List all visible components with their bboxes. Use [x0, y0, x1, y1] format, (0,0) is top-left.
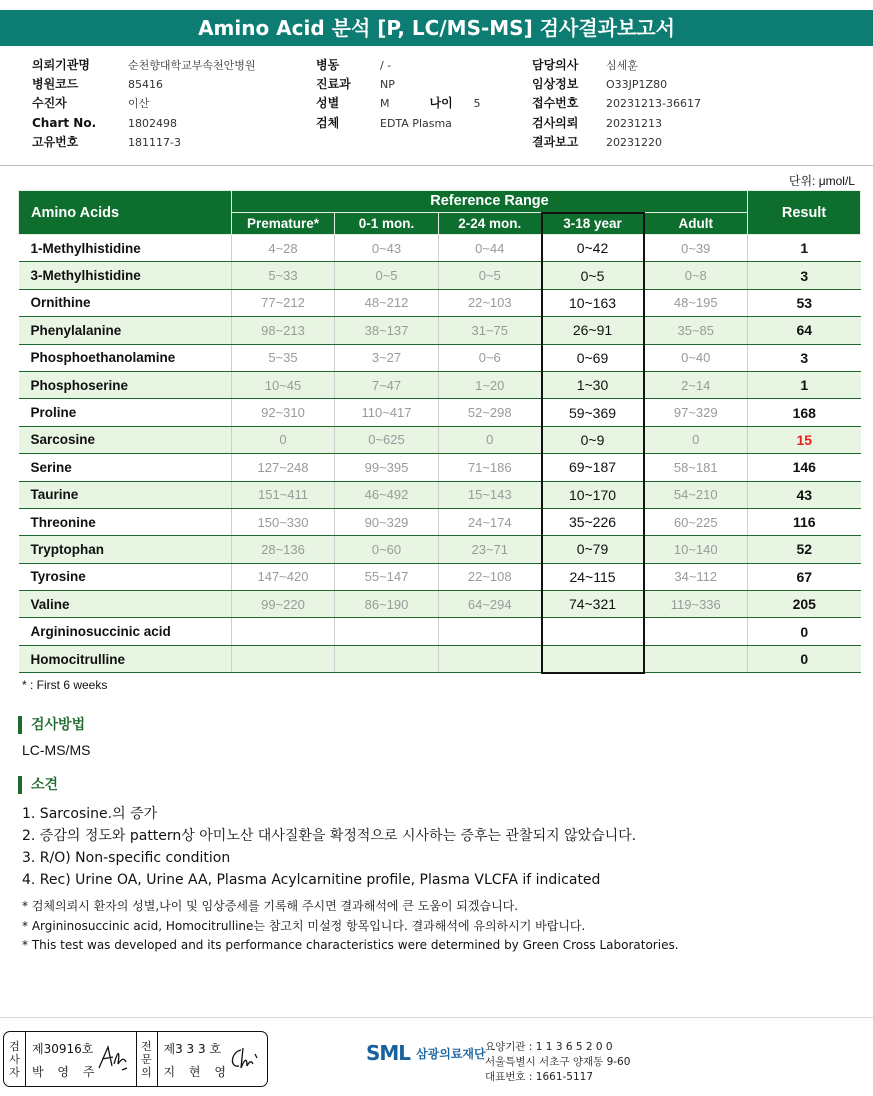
- info-label: 임상정보: [532, 77, 579, 92]
- ref-2-24-mon: [439, 645, 542, 672]
- info-value: 심세훈: [606, 59, 638, 72]
- info-label: 접수번호: [532, 96, 579, 111]
- result-value: 67: [748, 563, 861, 590]
- result-value: 116: [748, 508, 861, 535]
- ref-0-1-mon: [335, 618, 439, 645]
- ref-2-24-mon: 31~75: [439, 317, 542, 344]
- ref-adult: 2~14: [644, 371, 748, 398]
- table-row: [19, 235, 861, 262]
- info-row: [532, 114, 701, 133]
- info-value: / -: [380, 59, 392, 72]
- ref-3-18-year: 0~79: [542, 536, 644, 563]
- info-value: NP: [380, 78, 395, 92]
- result-value: 205: [748, 591, 861, 618]
- ref-adult: 0~39: [644, 235, 748, 262]
- amino-acid-name: Taurine: [19, 481, 232, 508]
- info-row: [32, 133, 256, 152]
- info-row: [532, 56, 701, 75]
- table-row: [19, 536, 861, 563]
- info-row: [32, 56, 256, 75]
- note-item: * 검체의뢰시 환자의 성별,나이 및 임상증세를 기록해 주시면 결과해석에 큰 도움이 되겠습니다.: [22, 899, 519, 913]
- ref-0-1-mon: 0~43: [335, 235, 439, 262]
- ref-adult: 54~210: [644, 481, 748, 508]
- ref-adult: 48~195: [644, 289, 748, 316]
- info-label: 검사의뢰: [532, 115, 579, 130]
- footer-divider: [0, 1017, 873, 1018]
- table-row: [19, 426, 861, 453]
- report-title: Amino Acid 분석 [P, LC/MS-MS] 검사결과보고서: [0, 10, 873, 46]
- info-row: [316, 114, 481, 133]
- ref-3-18-year: 10~170: [542, 481, 644, 508]
- info-label: 병원코드: [32, 77, 79, 92]
- ref-0-1-mon: 38~137: [335, 317, 439, 344]
- ref-2-24-mon: 1~20: [439, 371, 542, 398]
- col-adult: Adult: [644, 213, 748, 235]
- table-row: [19, 399, 861, 426]
- table-row: [19, 262, 861, 289]
- amino-acid-name: 3-Methylhistidine: [19, 262, 232, 289]
- ref-adult: 0: [644, 426, 748, 453]
- info-value: 181117-3: [128, 135, 181, 149]
- ref-0-1-mon: 0~625: [335, 426, 439, 453]
- ref-adult: 119~336: [644, 591, 748, 618]
- ref-adult: [644, 618, 748, 645]
- ref-premature: 151~411: [232, 481, 335, 508]
- ref-2-24-mon: 15~143: [439, 481, 542, 508]
- table-row: [19, 317, 861, 344]
- amino-acid-name: 1-Methylhistidine: [19, 235, 232, 262]
- table-row: [19, 371, 861, 398]
- ref-3-18-year: 0~69: [542, 344, 644, 371]
- ref-2-24-mon: 0~5: [439, 262, 542, 289]
- ref-2-24-mon: 52~298: [439, 399, 542, 426]
- ref-2-24-mon: 64~294: [439, 591, 542, 618]
- sml-logo-mark: SML: [366, 1041, 411, 1065]
- ref-0-1-mon: 46~492: [335, 481, 439, 508]
- ref-adult: 58~181: [644, 454, 748, 481]
- ref-premature: 5~35: [232, 344, 335, 371]
- info-value: 20231213: [606, 116, 662, 130]
- specialist-license: 제3 3 3 호: [163, 1042, 222, 1056]
- ref-3-18-year: 59~369: [542, 399, 644, 426]
- ref-3-18-year: [542, 618, 644, 645]
- col-reference-range: Reference Range: [232, 191, 748, 213]
- amino-acid-results-table: [18, 190, 861, 674]
- lab-code: 요양기관 : 1 1 3 6 5 2 0 0: [485, 1041, 613, 1053]
- result-value: 15: [748, 426, 861, 453]
- finding-item: 4. Rec) Urine OA, Urine AA, Plasma Acylcarnitine profile, Plasma VLCFA if indicated: [22, 872, 601, 888]
- col-amino-acids: Amino Acids: [19, 191, 232, 235]
- table-row: [19, 618, 861, 645]
- ref-premature: 28~136: [232, 536, 335, 563]
- ref-adult: 0~8: [644, 262, 748, 289]
- info-value: 1802498: [128, 116, 177, 130]
- col-3-18-year: 3-18 year: [542, 213, 644, 235]
- amino-acid-name: Serine: [19, 454, 232, 481]
- patient-info-right: [532, 56, 701, 152]
- col-0-1-mon: 0-1 mon.: [335, 213, 439, 235]
- result-value: 146: [748, 454, 861, 481]
- amino-acid-name: Threonine: [19, 508, 232, 535]
- info-row: [316, 94, 481, 113]
- lab-name: 삼광의료재단: [416, 1046, 486, 1061]
- result-value: 52: [748, 536, 861, 563]
- age-value: 5: [473, 97, 481, 111]
- table-footnote: * : First 6 weeks: [22, 678, 108, 692]
- ref-0-1-mon: 0~60: [335, 536, 439, 563]
- ref-premature: 92~310: [232, 399, 335, 426]
- result-value: 3: [748, 344, 861, 371]
- ref-2-24-mon: 22~108: [439, 563, 542, 590]
- table-row: [19, 645, 861, 672]
- note-item: * This test was developed and its performance characteristics were determined by Green Cross Laboratories.: [22, 938, 679, 952]
- amino-acid-name: Phosphoserine: [19, 371, 232, 398]
- specialist-label: 전 문 의: [136, 1032, 158, 1086]
- table-row: [19, 508, 861, 535]
- ref-3-18-year: 35~226: [542, 508, 644, 535]
- info-row: [532, 133, 701, 152]
- result-value: 53: [748, 289, 861, 316]
- info-label: 병동: [316, 58, 340, 72]
- info-label: 결과보고: [532, 134, 579, 149]
- info-label: 검체: [316, 115, 340, 130]
- result-value: 168: [748, 399, 861, 426]
- ref-3-18-year: 74~321: [542, 591, 644, 618]
- info-row: [316, 75, 481, 94]
- ref-0-1-mon: [335, 645, 439, 672]
- col-premature: Premature*: [232, 213, 335, 235]
- info-label: 의뢰기관명: [32, 58, 90, 72]
- findings-heading: 소견: [18, 776, 58, 794]
- tester-signature: [26, 1032, 136, 1086]
- specialist-handwritten-signature: [227, 1044, 261, 1072]
- ref-0-1-mon: 48~212: [335, 289, 439, 316]
- ref-premature: 10~45: [232, 371, 335, 398]
- tester-name: 박 영 주: [32, 1065, 100, 1079]
- info-value: EDTA Plasma: [380, 116, 452, 130]
- header-divider: [0, 165, 873, 166]
- info-value: M: [380, 97, 390, 111]
- info-label: 담당의사: [532, 58, 579, 72]
- ref-3-18-year: 69~187: [542, 454, 644, 481]
- info-label: 진료과: [316, 77, 351, 92]
- lab-address: 서울특별시 서초구 양재동 9-60: [485, 1056, 631, 1068]
- ref-3-18-year: 0~9: [542, 426, 644, 453]
- info-row: [532, 94, 701, 113]
- specialist-name: 지 현 영: [163, 1065, 231, 1079]
- unit-label: 단위: μmol/L: [788, 174, 855, 188]
- ref-premature: 77~212: [232, 289, 335, 316]
- ref-premature: 150~330: [232, 508, 335, 535]
- note-item: * Argininosuccinic acid, Homocitrulline는 참고치 미설정 항목입니다. 결과해석에 유의하시기 바랍니다.: [22, 918, 586, 933]
- table-row: [19, 563, 861, 590]
- info-value: 이산: [128, 97, 150, 111]
- table-row: [19, 591, 861, 618]
- lab-info: [485, 1040, 630, 1085]
- finding-item: 3. R/O) Non-specific condition: [22, 850, 231, 866]
- ref-adult: 34~112: [644, 563, 748, 590]
- amino-acid-name: Phenylalanine: [19, 317, 232, 344]
- result-value: 1: [748, 235, 861, 262]
- info-value: O33JP1Z80: [606, 78, 668, 92]
- ref-0-1-mon: 90~329: [335, 508, 439, 535]
- info-label: 성별: [316, 96, 340, 111]
- amino-acid-name: Phosphoethanolamine: [19, 344, 232, 371]
- info-value: 20231213-36617: [606, 97, 701, 111]
- ref-2-24-mon: 0~6: [439, 344, 542, 371]
- amino-acid-name: Valine: [19, 591, 232, 618]
- finding-item: 2. 증감의 정도와 pattern상 아미노산 대사질환을 확정적으로 시사하는 증후는 관찰되지 않았습니다.: [22, 828, 637, 844]
- ref-0-1-mon: 99~395: [335, 454, 439, 481]
- amino-acid-name: Tryptophan: [19, 536, 232, 563]
- amino-acid-name: Ornithine: [19, 289, 232, 316]
- info-row: [32, 114, 256, 133]
- info-row: [32, 94, 256, 113]
- ref-premature: 99~220: [232, 591, 335, 618]
- tester-license: 제30916호: [32, 1042, 94, 1056]
- result-value: 0: [748, 618, 861, 645]
- table-row: [19, 289, 861, 316]
- ref-adult: 97~329: [644, 399, 748, 426]
- notes-list: [22, 897, 679, 956]
- amino-acid-name: Sarcosine: [19, 426, 232, 453]
- col-result: Result: [748, 191, 861, 235]
- table-row: [19, 481, 861, 508]
- age-label: 나이: [429, 96, 453, 111]
- ref-3-18-year: 1~30: [542, 371, 644, 398]
- specialist-signature: [158, 1032, 268, 1086]
- lab-logo: [366, 1041, 486, 1065]
- info-value: 85416: [128, 78, 163, 92]
- findings-list: [22, 803, 636, 891]
- ref-0-1-mon: 86~190: [335, 591, 439, 618]
- ref-0-1-mon: 110~417: [335, 399, 439, 426]
- ref-2-24-mon: 24~174: [439, 508, 542, 535]
- result-value: 64: [748, 317, 861, 344]
- ref-premature: 127~248: [232, 454, 335, 481]
- tester-handwritten-signature: [96, 1044, 130, 1072]
- signature-box: [3, 1031, 268, 1087]
- info-label: 수진자: [32, 96, 67, 111]
- ref-2-24-mon: 71~186: [439, 454, 542, 481]
- ref-3-18-year: 24~115: [542, 563, 644, 590]
- ref-0-1-mon: 7~47: [335, 371, 439, 398]
- ref-2-24-mon: 0: [439, 426, 542, 453]
- ref-premature: 98~213: [232, 317, 335, 344]
- result-value: 1: [748, 371, 861, 398]
- ref-adult: 10~140: [644, 536, 748, 563]
- ref-3-18-year: [542, 645, 644, 672]
- info-label: Chart No.: [32, 115, 97, 130]
- ref-3-18-year: 10~163: [542, 289, 644, 316]
- ref-adult: 0~40: [644, 344, 748, 371]
- ref-3-18-year: 0~42: [542, 235, 644, 262]
- info-value: 순천향대학교부속천안병원: [128, 59, 256, 72]
- ref-0-1-mon: 3~27: [335, 344, 439, 371]
- amino-acid-name: Homocitrulline: [19, 645, 232, 672]
- info-value: 20231220: [606, 135, 662, 149]
- amino-acid-name: Argininosuccinic acid: [19, 618, 232, 645]
- info-label: 고유번호: [32, 134, 79, 149]
- table-row: [19, 344, 861, 371]
- method-heading: 검사방법: [18, 716, 85, 734]
- ref-premature: [232, 645, 335, 672]
- col-2-24-mon: 2-24 mon.: [439, 213, 542, 235]
- patient-info-middle: [316, 56, 481, 133]
- ref-premature: 0: [232, 426, 335, 453]
- amino-acid-name: Tyrosine: [19, 563, 232, 590]
- result-value: 0: [748, 645, 861, 672]
- result-value: 43: [748, 481, 861, 508]
- method-text: LC-MS/MS: [22, 742, 91, 758]
- ref-adult: 35~85: [644, 317, 748, 344]
- patient-info-left: [32, 56, 256, 152]
- ref-adult: 60~225: [644, 508, 748, 535]
- ref-adult: [644, 645, 748, 672]
- ref-premature: 5~33: [232, 262, 335, 289]
- ref-0-1-mon: 55~147: [335, 563, 439, 590]
- result-value: 3: [748, 262, 861, 289]
- ref-3-18-year: 0~5: [542, 262, 644, 289]
- ref-3-18-year: 26~91: [542, 317, 644, 344]
- lab-phone: 대표번호 : 1661-5117: [485, 1071, 594, 1083]
- ref-2-24-mon: [439, 618, 542, 645]
- info-row: [316, 56, 481, 75]
- ref-0-1-mon: 0~5: [335, 262, 439, 289]
- tester-label: 검 사 자: [4, 1032, 26, 1086]
- ref-2-24-mon: 23~71: [439, 536, 542, 563]
- ref-premature: [232, 618, 335, 645]
- info-row: [532, 75, 701, 94]
- finding-item: 1. Sarcosine.의 증가: [22, 806, 158, 822]
- ref-premature: 147~420: [232, 563, 335, 590]
- ref-premature: 4~28: [232, 235, 335, 262]
- amino-acid-name: Proline: [19, 399, 232, 426]
- info-row: [32, 75, 256, 94]
- ref-2-24-mon: 0~44: [439, 235, 542, 262]
- table-row: [19, 454, 861, 481]
- ref-2-24-mon: 22~103: [439, 289, 542, 316]
